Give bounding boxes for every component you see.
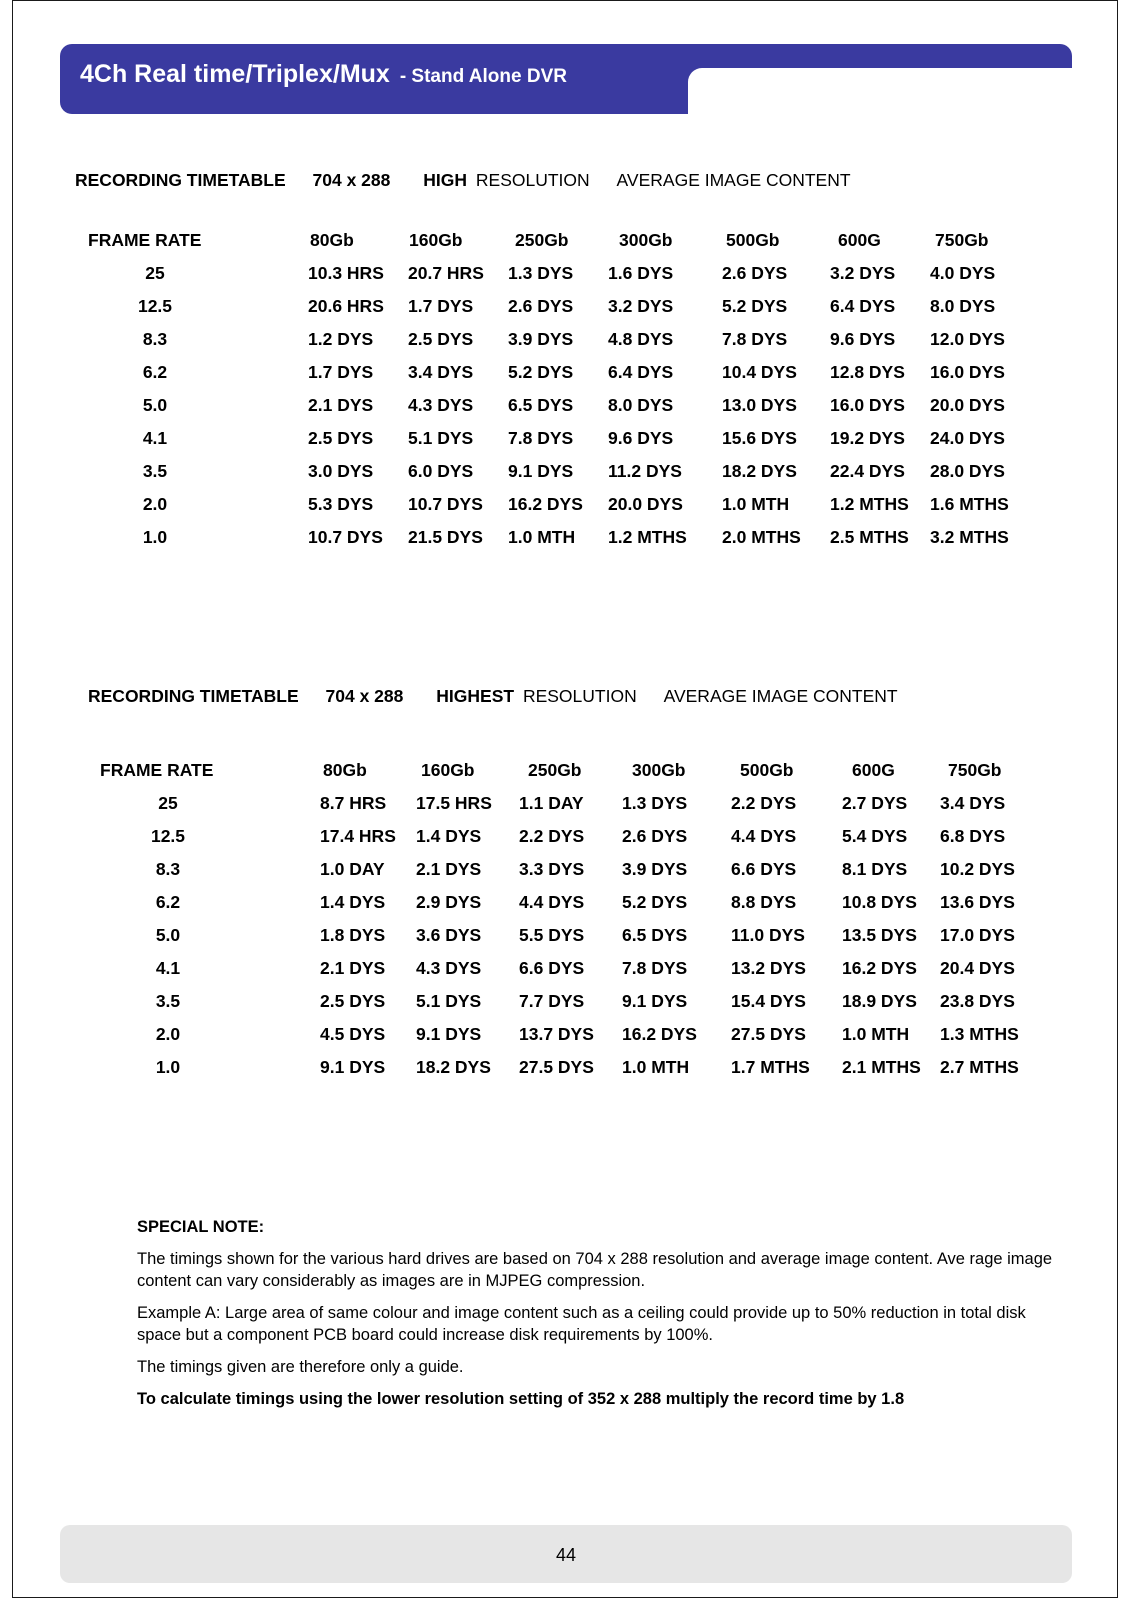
table-cell: 3.0 DYS [308, 461, 374, 481]
table-cell: 17.5 HRS [416, 793, 492, 813]
table-cell: 20.0 DYS [608, 494, 683, 514]
table-cell: 10.7 DYS [308, 527, 383, 547]
table-cell: 4.4 DYS [519, 892, 585, 912]
table-cell: 2.7 MTHS [940, 1057, 1019, 1077]
table-cell: 13.2 DYS [731, 958, 806, 978]
table-cell: 16.2 DYS [508, 494, 583, 514]
table-cell: 1.6 MTHS [930, 494, 1009, 514]
table-cell: 4.0 DYS [930, 263, 996, 283]
table-cell: 6.5 DYS [622, 925, 688, 945]
table-cell: 10.4 DYS [722, 362, 797, 382]
table-cell: 21.5 DYS [408, 527, 483, 547]
table1-quality: HIGH [423, 170, 468, 190]
table-cell: 17.0 DYS [940, 925, 1015, 945]
table-cell: 1.4 DYS [320, 892, 386, 912]
table-cell: 4.4 DYS [731, 826, 797, 846]
table-cell: 3.2 DYS [608, 296, 674, 316]
frame-rate-cell: 12.5 [150, 826, 186, 846]
table-cell: 1.0 MTH [508, 527, 576, 547]
table-cell: 7.8 DYS [622, 958, 688, 978]
subtitle-text: - Stand Alone DVR [399, 66, 567, 87]
table-cell: 5.1 DYS [408, 428, 474, 448]
table-cell: 1.2 MTHS [830, 494, 909, 514]
table-cell: 17.4 HRS [320, 826, 396, 846]
table-cell: 10.2 DYS [940, 859, 1015, 879]
table-cell: 1.0 MTH [842, 1024, 910, 1044]
frame-rate-header: FRAME RATE [100, 760, 214, 780]
table-cell: 1.3 DYS [508, 263, 574, 283]
page-number: 44 [555, 1545, 577, 1565]
table-cell: 27.5 DYS [519, 1057, 594, 1077]
page-title [80, 60, 567, 89]
table-cell: 1.2 MTHS [608, 527, 687, 547]
table1-heading [75, 170, 851, 191]
frame-rate-cell: 3.5 [142, 461, 168, 481]
note-paragraph: The timings shown for the various hard drives are based on 704 x 288 resolution and average image content. Ave rage image content can vary considerably as images are in MJPEG compression. [137, 1250, 1053, 1290]
table-cell: 5.2 DYS [622, 892, 688, 912]
table-cell: 27.5 DYS [731, 1024, 806, 1044]
table-cell: 3.2 MTHS [930, 527, 1009, 547]
table-cell: 2.9 DYS [416, 892, 482, 912]
frame-rate-cell: 25 [145, 263, 165, 283]
table-cell: 2.1 DYS [308, 395, 374, 415]
frame-rate-cell: 2.0 [155, 1024, 181, 1044]
table-cell: 9.1 DYS [622, 991, 688, 1011]
table-cell: 11.0 DYS [731, 925, 805, 945]
header-banner-tab [688, 68, 1072, 114]
table-cell: 2.2 DYS [519, 826, 585, 846]
table-cell: 18.9 DYS [842, 991, 917, 1011]
table-cell: 20.6 HRS [308, 296, 384, 316]
table-cell: 16.0 DYS [830, 395, 905, 415]
table-cell: 12.0 DYS [930, 329, 1005, 349]
table-cell: 1.6 DYS [608, 263, 674, 283]
column-header: 250Gb [528, 760, 582, 780]
table-cell: 4.8 DYS [608, 329, 674, 349]
table-cell: 1.7 MTHS [731, 1057, 810, 1077]
column-header: 160Gb [421, 760, 475, 780]
table-cell: 3.6 DYS [416, 925, 482, 945]
table2-label: RECORDING TIMETABLE [88, 686, 299, 706]
column-header: 750Gb [935, 230, 989, 250]
table-cell: 7.8 DYS [722, 329, 788, 349]
table-cell: 2.0 MTHS [722, 527, 801, 547]
table-cell: 2.5 MTHS [830, 527, 909, 547]
frame-rate-cell: 5.0 [155, 925, 181, 945]
frame-rate-cell: 8.3 [155, 859, 181, 879]
table-cell: 22.4 DYS [830, 461, 905, 481]
table-cell: 1.4 DYS [416, 826, 482, 846]
table-cell: 7.7 DYS [519, 991, 585, 1011]
table-cell: 1.0 MTH [722, 494, 790, 514]
table-cell: 4.5 DYS [320, 1024, 386, 1044]
table-cell: 18.2 DYS [722, 461, 797, 481]
table-cell: 16.2 DYS [622, 1024, 697, 1044]
table2-content: AVERAGE IMAGE CONTENT [663, 686, 898, 706]
table-cell: 12.8 DYS [830, 362, 905, 382]
table1-label: RECORDING TIMETABLE [75, 170, 286, 190]
table-cell: 9.6 DYS [830, 329, 896, 349]
table-cell: 23.8 DYS [940, 991, 1015, 1011]
table-cell: 1.3 DYS [622, 793, 688, 813]
table-cell: 5.4 DYS [842, 826, 908, 846]
table-cell: 11.2 DYS [608, 461, 682, 481]
table-cell: 9.6 DYS [608, 428, 674, 448]
table-cell: 9.1 DYS [320, 1057, 386, 1077]
note-emphasis: To calculate timings using the lower resolution setting of 352 x 288 multiply the record time by 1.8 [137, 1390, 905, 1408]
frame-rate-cell: 25 [158, 793, 178, 813]
table-cell: 13.5 DYS [842, 925, 917, 945]
frame-rate-cell: 8.3 [142, 329, 168, 349]
table-cell: 16.0 DYS [930, 362, 1005, 382]
column-header: 300Gb [619, 230, 673, 250]
frame-rate-cell: 12.5 [137, 296, 173, 316]
frame-rate-cell: 5.0 [142, 395, 168, 415]
table-cell: 6.6 DYS [519, 958, 585, 978]
table-cell: 6.6 DYS [731, 859, 797, 879]
table-cell: 20.7 HRS [408, 263, 484, 283]
table-cell: 8.0 DYS [930, 296, 996, 316]
table-cell: 6.4 DYS [830, 296, 896, 316]
table-cell: 6.8 DYS [940, 826, 1006, 846]
column-header: 500Gb [740, 760, 794, 780]
column-header: 750Gb [948, 760, 1002, 780]
note-paragraph: The timings given are therefore only a guide. [137, 1358, 464, 1376]
table-cell: 8.7 HRS [320, 793, 387, 813]
table-cell: 8.0 DYS [608, 395, 674, 415]
table-cell: 2.1 MTHS [842, 1057, 921, 1077]
column-header: 600G [838, 230, 881, 250]
table-cell: 10.7 DYS [408, 494, 483, 514]
table-cell: 10.3 HRS [308, 263, 384, 283]
table-cell: 16.2 DYS [842, 958, 917, 978]
table-cell: 5.1 DYS [416, 991, 482, 1011]
table-cell: 6.4 DYS [608, 362, 674, 382]
table-cell: 1.7 DYS [308, 362, 374, 382]
table-cell: 13.0 DYS [722, 395, 797, 415]
table-cell: 2.1 DYS [320, 958, 386, 978]
table-cell: 2.5 DYS [320, 991, 386, 1011]
table-cell: 3.3 DYS [519, 859, 585, 879]
table-cell: 1.0 DAY [320, 859, 385, 879]
table-cell: 1.2 DYS [308, 329, 374, 349]
table1-res-word: RESOLUTION [475, 170, 590, 190]
frame-rate-cell: 6.2 [142, 362, 168, 382]
table-cell: 3.9 DYS [508, 329, 574, 349]
table-cell: 1.7 DYS [408, 296, 474, 316]
table-cell: 2.5 DYS [408, 329, 474, 349]
table-cell: 9.1 DYS [508, 461, 574, 481]
frame-rate-cell: 4.1 [142, 428, 168, 448]
frame-rate-cell: 4.1 [155, 958, 181, 978]
table-cell: 8.1 DYS [842, 859, 908, 879]
table-cell: 2.6 DYS [508, 296, 574, 316]
table-cell: 5.3 DYS [308, 494, 374, 514]
title-text: 4Ch Real time/Triplex/Mux [80, 60, 390, 88]
column-header: 600G [852, 760, 895, 780]
table-cell: 15.6 DYS [722, 428, 797, 448]
table2-quality: HIGHEST [436, 686, 515, 706]
table-cell: 6.0 DYS [408, 461, 474, 481]
frame-rate-cell: 3.5 [155, 991, 181, 1011]
table-cell: 7.8 DYS [508, 428, 574, 448]
column-header: 160Gb [409, 230, 463, 250]
table-cell: 4.3 DYS [416, 958, 482, 978]
table-cell: 1.0 MTH [622, 1057, 690, 1077]
table-cell: 3.9 DYS [622, 859, 688, 879]
frame-rate-cell: 1.0 [142, 527, 168, 547]
table-cell: 15.4 DYS [731, 991, 806, 1011]
table-cell: 6.5 DYS [508, 395, 574, 415]
table-cell: 24.0 DYS [930, 428, 1005, 448]
table-cell: 18.2 DYS [416, 1057, 491, 1077]
table-cell: 5.2 DYS [508, 362, 574, 382]
frame-rate-cell: 6.2 [155, 892, 181, 912]
table-cell: 10.8 DYS [842, 892, 917, 912]
table-cell: 3.2 DYS [830, 263, 896, 283]
table-cell: 5.5 DYS [519, 925, 585, 945]
table-cell: 4.3 DYS [408, 395, 474, 415]
note-title: SPECIAL NOTE: [137, 1218, 265, 1236]
frame-rate-cell: 2.0 [142, 494, 168, 514]
table-cell: 19.2 DYS [830, 428, 905, 448]
table-cell: 8.8 DYS [731, 892, 797, 912]
column-header: 80Gb [323, 760, 367, 780]
note-paragraph: Example A: Large area of same colour and image content such as a ceiling could provide up to 50% reduction in total disk space but a component PCB board could increase disk requirements by 100%. [137, 1304, 1026, 1344]
table-cell: 2.5 DYS [308, 428, 374, 448]
table2-res-word: RESOLUTION [522, 686, 637, 706]
frame-rate-header: FRAME RATE [88, 230, 202, 250]
table-cell: 2.1 DYS [416, 859, 482, 879]
table-cell: 1.8 DYS [320, 925, 386, 945]
footer-bar [60, 1525, 1072, 1583]
table1-res: 704 x 288 [312, 170, 391, 190]
column-header: 500Gb [726, 230, 780, 250]
column-header: 300Gb [632, 760, 686, 780]
table-cell: 2.2 DYS [731, 793, 797, 813]
table-cell: 20.0 DYS [930, 395, 1005, 415]
table-cell: 20.4 DYS [940, 958, 1015, 978]
table2-res: 704 x 288 [325, 686, 404, 706]
table-cell: 5.2 DYS [722, 296, 788, 316]
table-cell: 3.4 DYS [408, 362, 474, 382]
table-cell: 28.0 DYS [930, 461, 1005, 481]
table-cell: 13.6 DYS [940, 892, 1015, 912]
column-header: 80Gb [310, 230, 354, 250]
frame-rate-cell: 1.0 [155, 1057, 181, 1077]
table-cell: 2.6 DYS [722, 263, 788, 283]
table-cell: 9.1 DYS [416, 1024, 482, 1044]
table-cell: 1.1 DAY [519, 793, 584, 813]
table1-content: AVERAGE IMAGE CONTENT [616, 170, 851, 190]
table-cell: 3.4 DYS [940, 793, 1006, 813]
table2-heading [88, 686, 898, 707]
table-cell: 13.7 DYS [519, 1024, 594, 1044]
table-cell: 2.6 DYS [622, 826, 688, 846]
special-note [137, 1216, 1067, 1420]
table-cell: 2.7 DYS [842, 793, 908, 813]
column-header: 250Gb [515, 230, 569, 250]
table-cell: 1.3 MTHS [940, 1024, 1019, 1044]
